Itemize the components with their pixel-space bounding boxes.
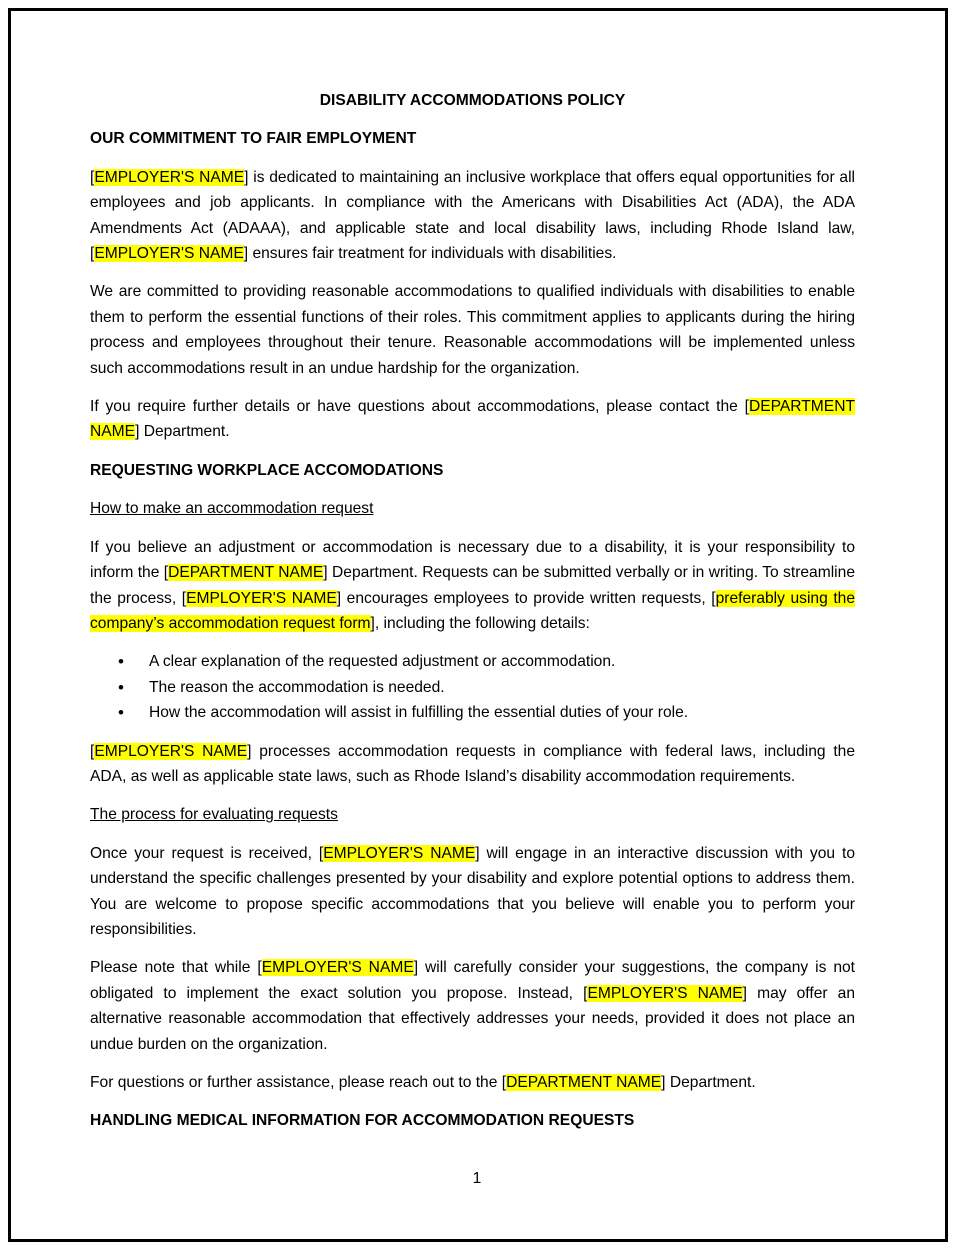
paragraph-text: may offer an alternative reasonable accommodation that effectively addresses your needs, provided it does not place an undue burden on the organization. [90,984,855,1053]
section-heading-commitment: OUR COMMITMENT TO FAIR EMPLOYMENT [90,130,417,148]
list-item: • How the accommodation will assist in fulfilling the essential duties of your role. [90,700,855,725]
document-body [90,88,855,1147]
placeholder-employer-name: EMPLOYER'S NAME [261,959,414,977]
list-item: • The reason the accommodation is needed. [90,675,855,700]
paragraph-text: processes accommodation requests in compliance with federal laws, including the ADA, as well as applicable state laws, such as Rhode Island’s disability accommodation requirements. [90,742,855,785]
placeholder-employer-name: EMPLOYER'S NAME [94,168,245,186]
paragraph-request-1: If you believe an adjustment or accommodation is necessary due to a disability, it is your responsibility to inform the [DEPARTMENT NAME] Department. Requests can be submitted verbally or in writing. To streamline the process, [EMPLOYER'S NAME] encourages employees to provide written requests, [preferably using the company’s accommodation request form], including the following details: [90,538,856,632]
placeholder-employer-name: EMPLOYER'S NAME [587,984,743,1002]
paragraph-text: Department. [139,423,230,441]
subheading-how-to-request: How to make an accommodation request [90,500,374,518]
placeholder-department-name: DEPARTMENT NAME [90,398,855,441]
paragraph-request-2: [EMPLOYER'S NAME] processes accommodation requests in compliance with federal laws, including the ADA, as well as applicable state laws, such as Rhode Island’s disability accommodation requirements. [90,742,855,785]
list-item: • A clear explanation of the requested adjustment or accommodation. [90,649,855,674]
paragraph-evaluate-2: Please note that while [EMPLOYER'S NAME] will carefully consider your suggestions, the company is not obligated to implement the exact solution you propose. Instead, [EMPLOYER'S NAME] may offer an alternative reasonable accommodation that effectively addresses your needs, provided it does not place an undue burden on the organization. [90,959,856,1053]
paragraph-evaluate-3: For questions or further assistance, please reach out to the [DEPARTMENT NAME] Department. [90,1074,756,1091]
placeholder-employer-name: EMPLOYER'S NAME [94,245,244,263]
paragraph-evaluate-1: Once your request is received, [EMPLOYER'S NAME] will engage in an interactive discussion with you to understand the specific challenges presented by your disability and explore potential options to address them. You are welcome to propose specific accommodations that you believe will enable you to perform your responsibilities. [90,844,855,938]
paragraph-text: Department. [665,1074,756,1091]
placeholder-employer-name: EMPLOYER'S NAME [323,844,476,862]
paragraph-text: Once your request is received, [90,844,319,862]
paragraph-commitment-2: We are committed to providing reasonable accommodations to qualified individuals with disabilities to enable them to perform the essential functions of their roles. This commitment applies to applicants during the hiring process and employees throughout their tenure. Reasonable accommodations will be implemented unless such accommodations result in an undue hardship for the organization. [90,283,855,377]
paragraph-text: If you believe an adjustment or accommodation is necessary due to a disability, it is your responsibility to inform the [90,538,855,582]
paragraph-text: is dedicated to maintaining an inclusive workplace that offers equal opportunities for all employees and job applicants. In compliance with the Americans with Disabilities Act (ADA), the ADA Amendments Act (ADAAA), and applicable state and local disability laws, including Rhode Island law, [90,168,855,237]
section-heading-requesting: REQUESTING WORKPLACE ACCOMODATIONS [90,461,444,479]
paragraph-text: , including the following details: [374,614,590,632]
page-number: 1 [472,1170,482,1187]
paragraph-text: will carefully consider your suggestions, the company is not obligated to implement the exact solution you propose. Instead, [90,959,856,1002]
placeholder-employer-name: EMPLOYER'S NAME [186,589,337,607]
paragraph-text: will engage in an interactive discussion with you to understand the specific challenges presented by your disability and explore potential options to address them. You are welcome to propose specific accommodations that you believe will enable you to perform your responsibilities. [90,844,855,938]
placeholder-department-name: DEPARTMENT NAME [506,1074,662,1091]
paragraph-text: For questions or further assistance, please reach out to the [90,1074,502,1091]
paragraph-commitment-1: [EMPLOYER'S NAME] is dedicated to maintaining an inclusive workplace that offers equal opportunities for all employees and job applicants. In compliance with the Americans with Disabilities Act (ADA), the ADA Amendments Act (ADAAA), and applicable state and local disability laws, including Rhode Island law, [EMPLOYER'S NAME] ensures fair treatment for individuals with disabilities. [90,168,855,263]
placeholder-employer-name: EMPLOYER'S NAME [94,742,248,760]
paragraph-commitment-3: If you require further details or have questions about accommodations, please contact the [DEPARTMENT NAME] Department. [90,398,855,441]
paragraph-text: encourages employees to provide written requests, [341,589,712,607]
placeholder-request-form: preferably using the company’s accommodation request form [90,589,856,632]
section-heading-medical-information: HANDLING MEDICAL INFORMATION FOR ACCOMMODATION REQUESTS [90,1112,635,1130]
placeholder-department-name: DEPARTMENT NAME [168,564,324,582]
paragraph-text: If you require further details or have questions about accommodations, please contact the [90,398,745,416]
paragraph-text: Please note that while [90,959,258,977]
paragraph-text: ensures fair treatment for individuals with disabilities. [248,245,617,263]
subheading-evaluating-requests: The process for evaluating requests [90,806,338,824]
paragraph-text: Department. Requests can be submitted verbally or in writing. To streamline the process, [90,564,855,607]
document-title: DISABILITY ACCOMMODATIONS POLICY [319,92,626,109]
request-details-list [90,649,855,725]
